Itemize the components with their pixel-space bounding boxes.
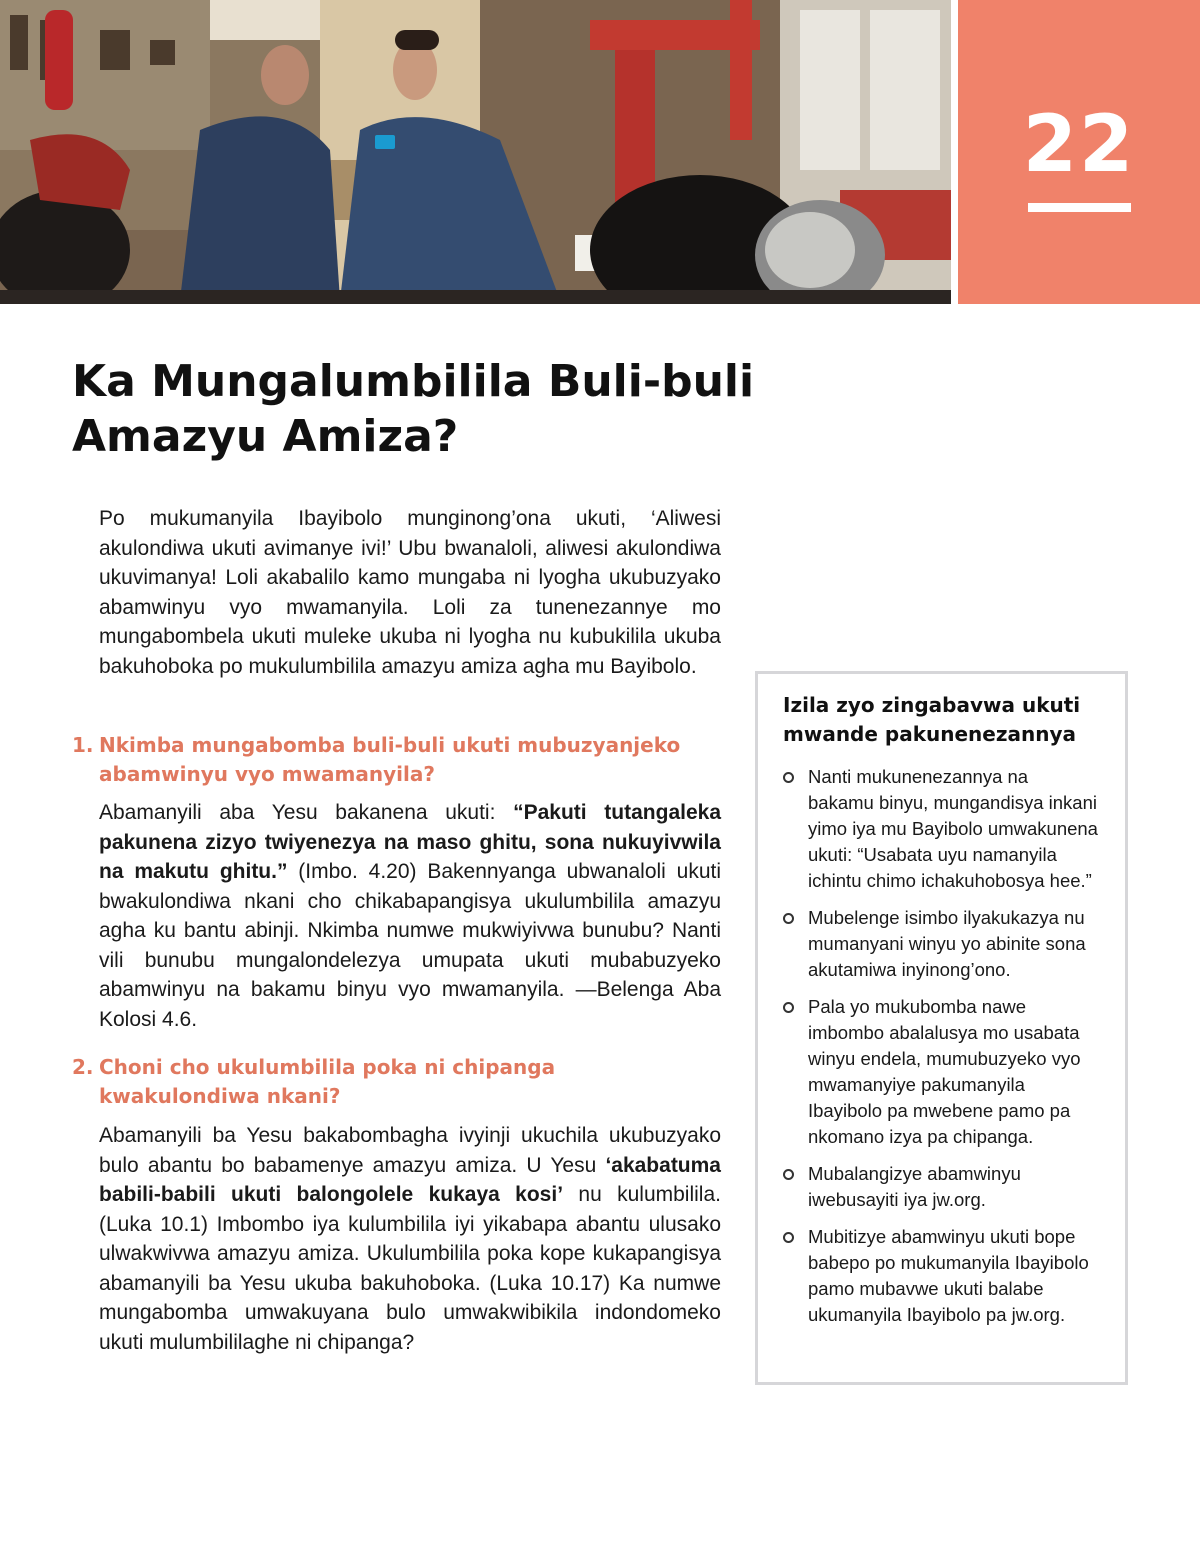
question-2-line1: Choni cho ukulumbilila poka ni chipanga [99, 1055, 556, 1079]
bullet-icon [783, 1232, 794, 1243]
tip-text: Pala yo mukubomba nawe imbombo abalalusya mo usabata winyu endela, mumubuzyeko vyo mwamanyiye pakumanyila Ibayibolo pa mwebene pamo pa nkomano izya pa chipanga. [808, 996, 1081, 1147]
section-1-paragraph [99, 798, 721, 1034]
section-2-paragraph [99, 1121, 721, 1357]
list-item [758, 1161, 1098, 1213]
bullet-icon [783, 913, 794, 924]
section-1-text-b: (Imbo. 4.20) Bakennyanga ubwanaloli ukuti bwakulondiwa nkani cho chikabapangisya ukulumbilila amazyu agha ku bantu abinji. Nkimba numwe mukwiyivwa bunubu? Nanti vili bunubu mungalondelezya umupata ukuti mubabuzyeko abamwinyu na bakamu binyu vyo mwamanyila. —Belenga Aba Kolosi 4.6. [99, 860, 722, 1031]
section-2-text-b: nu kulumbilila. (Luka 10.1) Imbombo iya kulumbilila iyi yikabapa abantu ulusako ulwakwivwa amazyu amiza. Ukulumbilila poka kope kukapangisya abamanyili ba Yesu ukuba bakuhoboka. (Luka 10.17) Ka numwe mungabomba umwakuyana bulo umwakwibikila indondomeko ukuti mulumbililaghe ni chipanga? [99, 1183, 721, 1354]
lesson-title: Ka Mungalumbilila Buli-buli Amazyu Amiza? [72, 356, 755, 462]
list-item [758, 994, 1098, 1150]
tip-text: Mubelenge isimbo ilyakukazya nu mumanyani winyu yo abinite sona akutamiwa inyinong’ono. [808, 907, 1086, 980]
question-1 [72, 731, 712, 789]
list-item [758, 905, 1098, 983]
section-1-text-a: Abamanyili aba Yesu bakanena ukuti: [99, 801, 514, 824]
question-1-line1: Nkimba mungabomba buli-buli ukuti mubuzyanjeko [99, 733, 681, 757]
section-2-text-a: Abamanyili ba Yesu bakabombagha ivyinji ukuchila ukubuzyako bulo abantu bo babamenye amazyu amiza. U Yesu [99, 1124, 721, 1177]
list-item [758, 764, 1098, 894]
lesson-number-box [958, 0, 1200, 304]
bullet-icon [783, 1002, 794, 1013]
tip-text: Mubalangizye abamwinyu iwebusayiti iya jw.org. [808, 1163, 1021, 1210]
question-2 [72, 1053, 712, 1111]
question-1-line2: abamwinyu vyo mwamanyila? [99, 762, 435, 786]
bullet-icon [783, 772, 794, 783]
question-1-number: 1. [72, 733, 94, 757]
bullet-icon [783, 1169, 794, 1180]
tip-text: Mubitizye abamwinyu ukuti bope babepo po mukumanyila Ibayibolo pamo mubavwe ukuti balabe ukumanyila Ibayibolo pa jw.org. [808, 1226, 1089, 1325]
question-2-number: 2. [72, 1055, 94, 1079]
section-1-scripture-quote: “Pakuti tutangaleka pakunena zizyo twiyenezya na maso ghitu, sona nukuyivwila na makutu ghitu.” [99, 801, 721, 883]
lesson-number-underline [1028, 203, 1131, 212]
header-photo [0, 0, 951, 304]
tips-box-title: Izila zyo zingabavwa ukuti mwande pakunenezannya [783, 693, 1081, 746]
tips-box [755, 671, 1128, 1385]
tips-list [758, 764, 1125, 1339]
intro-paragraph: Po mukumanyila Ibayibolo munginong’ona ukuti, ‘Aliwesi akulondiwa ukuti avimanye ivi!’ Ubu bwanaloli, aliwesi akulondiwa ukuvimanya! Loli akabalilo kamo mungaba ni lyogha ukubuzyako abamwinyu vyo mwamanyila. Loli za tunenezannye mo mungabombela ukuti muleke ukuba ni lyogha nu kubukilila ukuba bakuhoboka po mukulumbilila amazyu amiza agha mu Bayibolo. [99, 507, 721, 678]
lesson-number: 22 [1022, 100, 1136, 190]
list-item [758, 1224, 1098, 1328]
question-2-line2: kwakulondiwa nkani? [99, 1084, 341, 1108]
tip-text: Nanti mukunenezannya na bakamu binyu, mungandisya inkani yimo iya mu Bayibolo umwakunena ukuti: “Usabata uyu namanyila ichintu chimo ichakuhobosya hee.” [808, 766, 1098, 891]
section-2-scripture-quote: ‘akabatuma babili-babili ukuti balongolele kukaya kosi’ [99, 1153, 721, 1206]
